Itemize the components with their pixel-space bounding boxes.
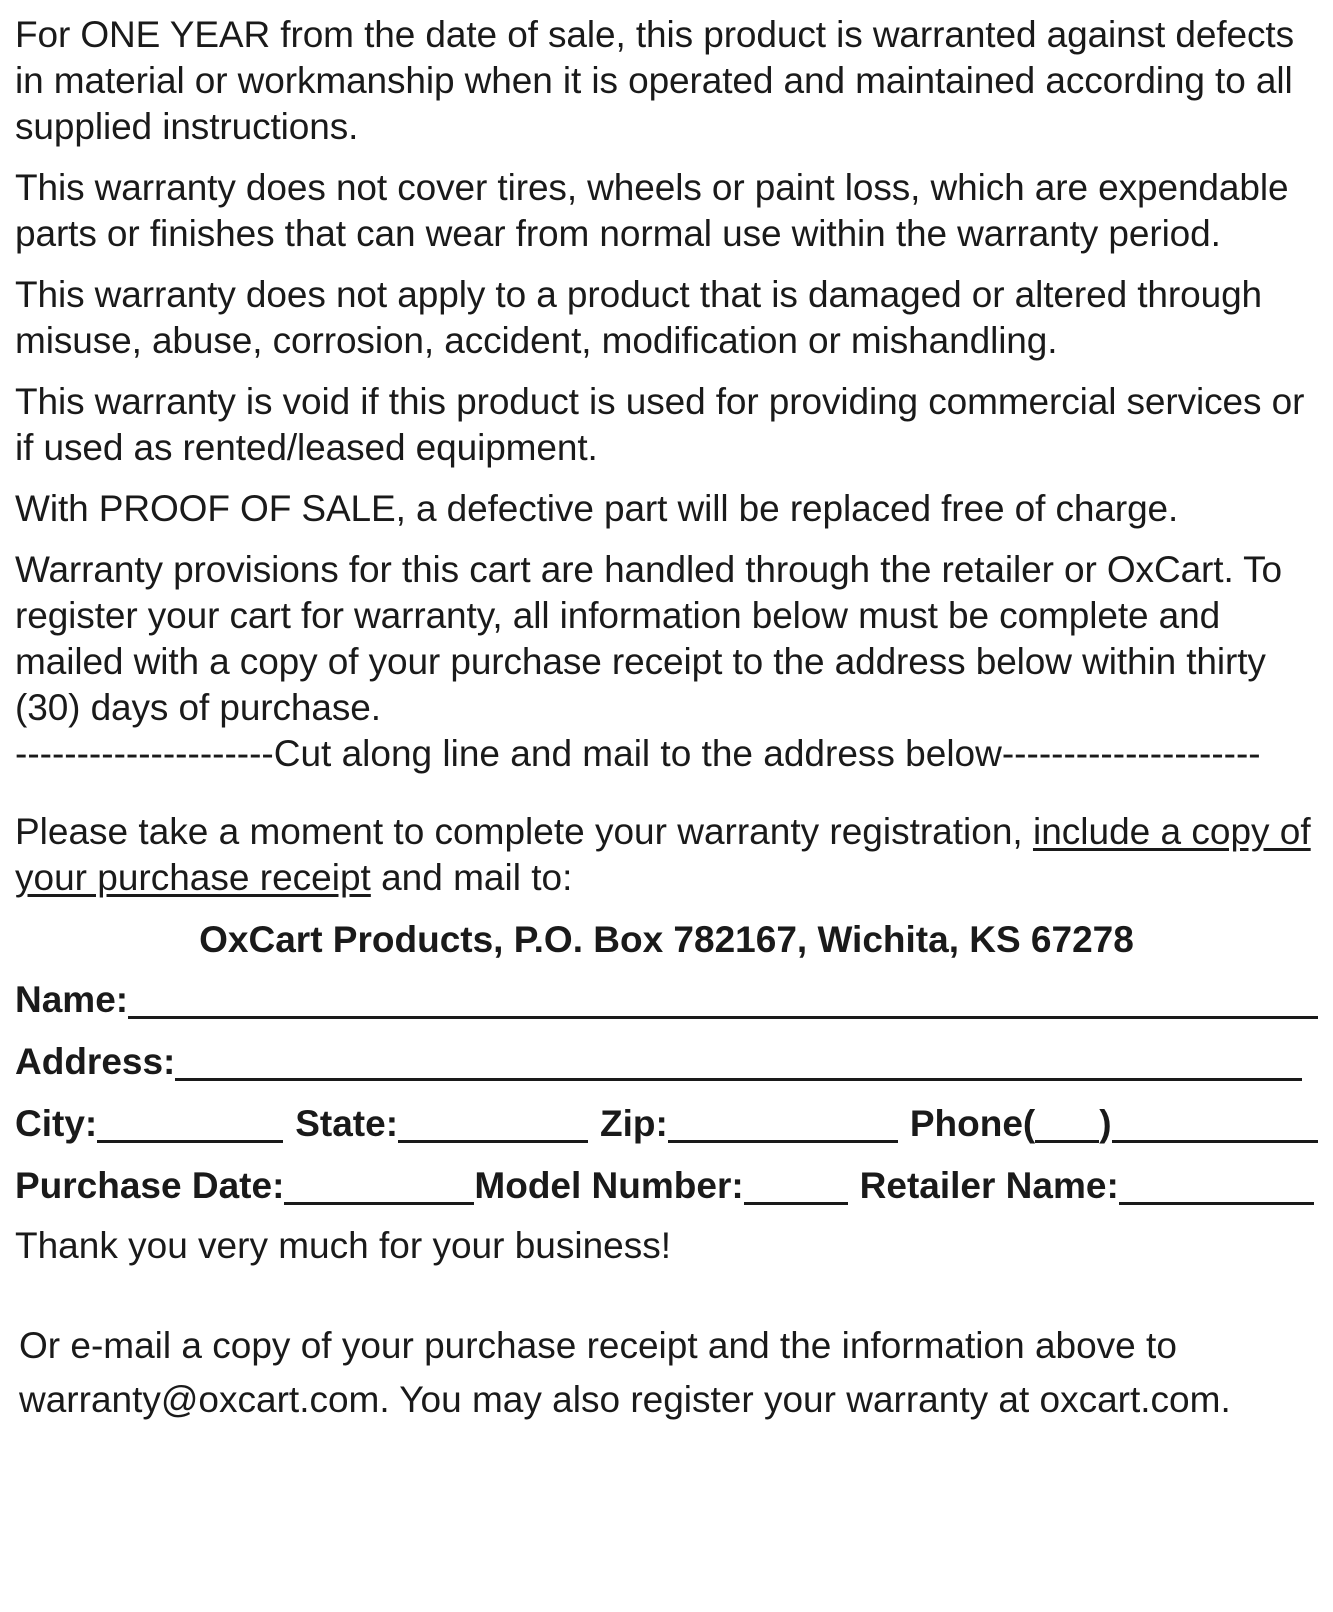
city-label: City:: [15, 1103, 98, 1144]
cut-line: ---------------------Cut along line and mail to the address below---------------------: [15, 733, 1261, 774]
retailer-name-field[interactable]: [1119, 1166, 1314, 1205]
commercial-use-paragraph: This warranty is void if this product is used for providing commercial services or if used as rented/leased equipment.: [15, 381, 1305, 468]
warranty-term-paragraph: For ONE YEAR from the date of sale, this product is warranted against defects in material or workmanship when it is operated and maintained according to all supplied instructions.: [15, 14, 1295, 147]
coverage-exclusion-paragraph: This warranty does not cover tires, wheels or paint loss, which are expendable parts or finishes that can wear from normal use within the warranty period.: [15, 167, 1289, 254]
purchase-details-row: [15, 1163, 1318, 1209]
phone-area-code-field[interactable]: [1035, 1104, 1099, 1143]
registration-instructions-paragraph: Warranty provisions for this cart are handled through the retailer or OxCart. To register your cart for warranty, all information below must be complete and mailed with a copy of your purchase receipt to the address below within thirty (30) days of purchase.: [15, 549, 1283, 728]
name-field[interactable]: [128, 980, 1318, 1019]
proof-of-sale-paragraph: With PROOF OF SALE, a defective part will be replaced free of charge.: [15, 488, 1179, 529]
address-row: [15, 1039, 1318, 1085]
purchase-date-field[interactable]: [284, 1166, 474, 1205]
address-label: Address:: [15, 1041, 176, 1082]
model-number-label: Model Number:: [474, 1165, 744, 1206]
mail-intro-text: Please take a moment to complete your warranty registration,: [15, 811, 1033, 852]
purchase-date-label: Purchase Date:: [15, 1165, 285, 1206]
zip-field[interactable]: [668, 1104, 898, 1143]
mail-intro: [15, 809, 1318, 901]
city-state-zip-phone-row: [15, 1101, 1318, 1147]
phone-number-field[interactable]: [1112, 1104, 1318, 1143]
zip-label: Zip:: [600, 1103, 668, 1144]
receipt-requirement: include a copy of your purchase receipt: [15, 811, 1311, 898]
address-field[interactable]: [175, 1042, 1302, 1081]
thank-you-note: Thank you very much for your business!: [15, 1225, 672, 1266]
state-field[interactable]: [398, 1104, 588, 1143]
phone-label: Phone(: [909, 1103, 1036, 1144]
phone-label-close: ): [1099, 1103, 1112, 1144]
model-number-field[interactable]: [744, 1166, 848, 1205]
name-label: Name:: [15, 979, 129, 1020]
warranty-document: [15, 12, 1318, 1427]
mail-intro-end: and mail to:: [370, 857, 573, 898]
email-note: Or e-mail a copy of your purchase receipt and the information above to warranty@oxcart.com. You may also register your warranty at oxcart.com.: [19, 1325, 1231, 1420]
state-label: State:: [295, 1103, 399, 1144]
name-row: [15, 977, 1318, 1023]
retailer-name-label: Retailer Name:: [859, 1165, 1119, 1206]
city-field[interactable]: [97, 1104, 283, 1143]
damage-exclusion-paragraph: This warranty does not apply to a product that is damaged or altered through misuse, abuse, corrosion, accident, modification or mishandling.: [15, 274, 1263, 361]
mailing-address: OxCart Products, P.O. Box 782167, Wichita, KS 67278: [199, 919, 1134, 960]
